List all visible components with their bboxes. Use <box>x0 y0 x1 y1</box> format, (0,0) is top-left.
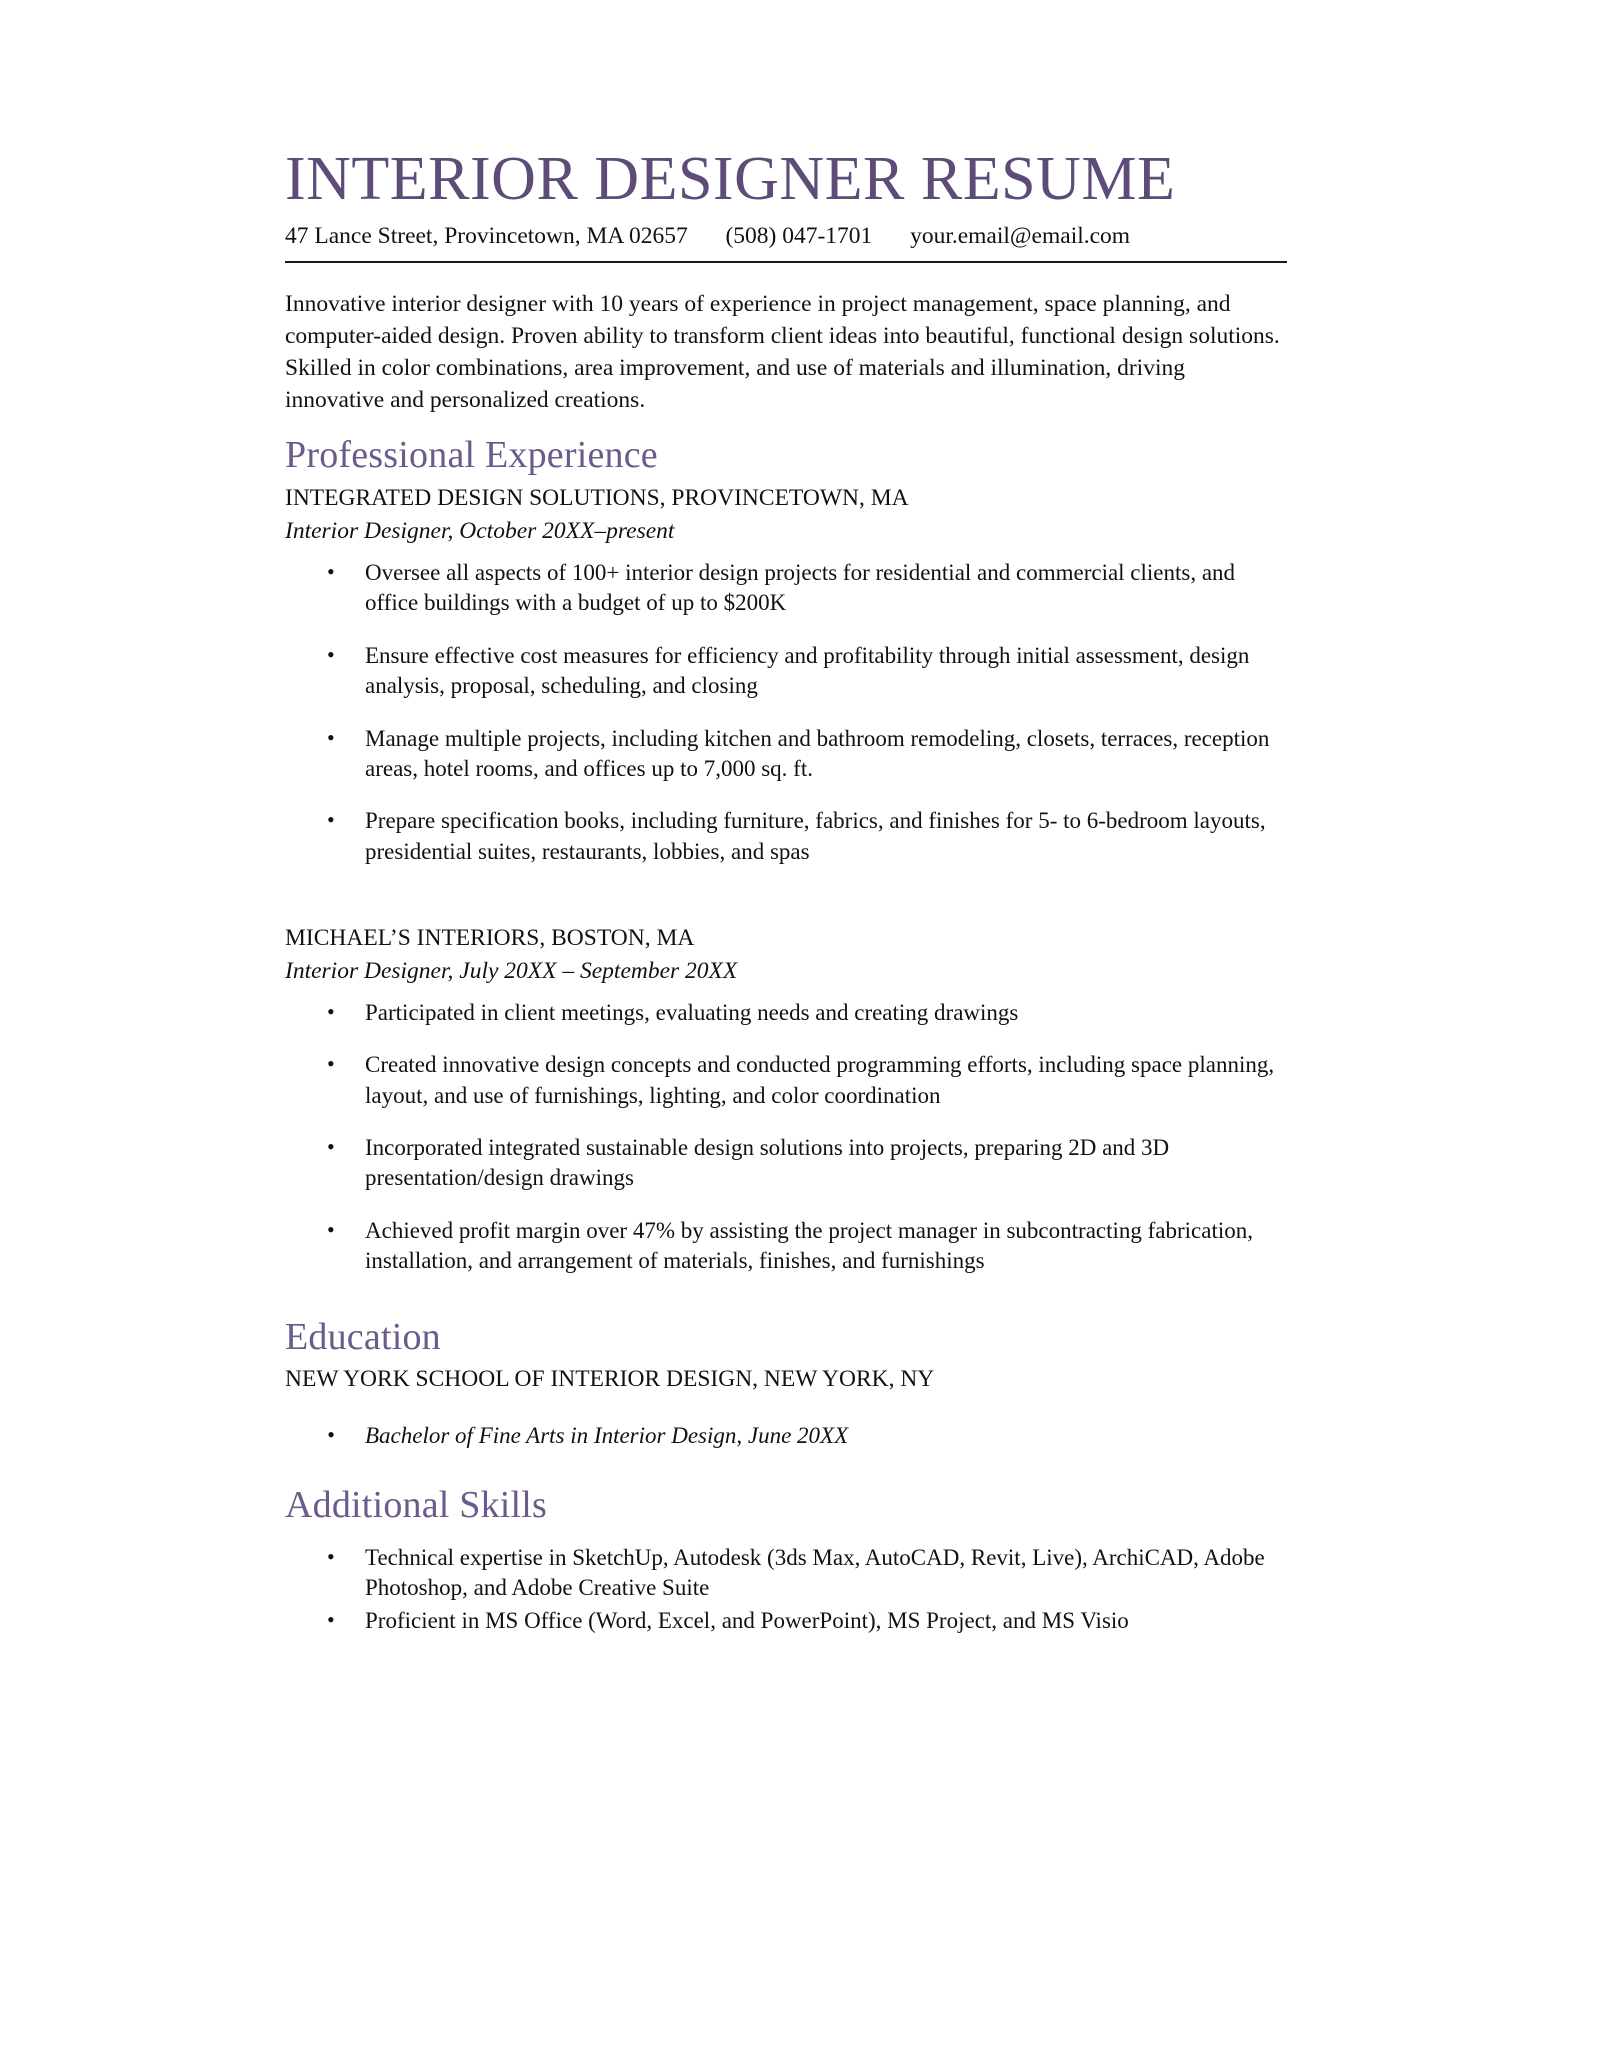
list-item: • Oversee all aspects of 100+ interior design projects for residential and commercial clients, and office buildings with a budget of up to $200K <box>285 558 1287 619</box>
section-heading-skills: Additional Skills <box>285 1484 548 1527</box>
list-item: • Created innovative design concepts and conducted programming efforts, including space planning, layout, and use of furnishings, lighting, and color coordination <box>285 1050 1287 1111</box>
resume-page <box>180 0 1420 1636</box>
list-item: • Technical expertise in SketchUp, Autodesk (3ds Max, AutoCAD, Revit, Live), ArchiCAD, Adobe Photoshop, and Adobe Creative Suite <box>285 1543 1287 1604</box>
experience-bullets-1 <box>285 558 1287 867</box>
professional-summary: Innovative interior designer with 10 years of experience in project management, space planning, and computer-aided design. Proven ability to transform client ideas into beautiful, functional design solutions. Skilled in color combinations, area improvement, and use of materials and illumination, driving innovative and personalized creations. <box>285 291 1280 414</box>
job-title-dates: Interior Designer, October 20XX–present <box>285 517 675 544</box>
list-item: • Participated in client meetings, evaluating needs and creating drawings <box>285 998 1287 1028</box>
section-heading-education: Education <box>285 1315 441 1358</box>
employer-name: MICHAEL’S INTERIORS, BOSTON, MA <box>285 924 695 951</box>
list-item: • Bachelor of Fine Arts in Interior Design, June 20XX <box>285 1421 1287 1451</box>
page-title: INTERIOR DESIGNER RESUME <box>285 145 1176 213</box>
list-item: • Proficient in MS Office (Word, Excel, and PowerPoint), MS Project, and MS Visio <box>285 1606 1287 1636</box>
list-item: • Prepare specification books, including furniture, fabrics, and finishes for 5- to 6-bedroom layouts, presidential suites, restaurants, lobbies, and spas <box>285 806 1287 867</box>
school-name: NEW YORK SCHOOL OF INTERIOR DESIGN, NEW YORK, NY <box>285 1366 935 1393</box>
experience-entry-1 <box>285 483 1287 867</box>
contact-address: 47 Lance Street, Provincetown, MA 02657 <box>285 223 688 249</box>
section-heading-experience: Professional Experience <box>285 434 658 477</box>
contact-phone: (508) 047-1701 <box>725 223 873 249</box>
list-item: • Incorporated integrated sustainable design solutions into projects, preparing 2D and 3D presentation/design drawings <box>285 1133 1287 1194</box>
list-item: • Manage multiple projects, including kitchen and bathroom remodeling, closets, terraces, reception areas, hotel rooms, and offices up to 7,000 sq. ft. <box>285 724 1287 785</box>
list-item: • Achieved profit margin over 47% by assisting the project manager in subcontracting fabrication, installation, and arrangement of materials, finishes, and furnishings <box>285 1216 1287 1277</box>
employer-name: INTEGRATED DESIGN SOLUTIONS, PROVINCETOWN, MA <box>285 484 909 511</box>
contact-email: your.email@email.com <box>910 223 1131 249</box>
experience-bullets-2 <box>285 998 1287 1277</box>
resume-content <box>180 0 1420 1636</box>
skills-list <box>285 1543 1287 1636</box>
education-list <box>285 1421 1287 1451</box>
job-title-dates: Interior Designer, July 20XX – September 20XX <box>285 957 738 984</box>
list-item: • Ensure effective cost measures for efficiency and profitability through initial assessment, design analysis, proposal, scheduling, and closing <box>285 641 1287 702</box>
experience-entry-2 <box>285 923 1287 1277</box>
contact-line <box>285 222 1287 251</box>
header-divider <box>285 261 1287 263</box>
